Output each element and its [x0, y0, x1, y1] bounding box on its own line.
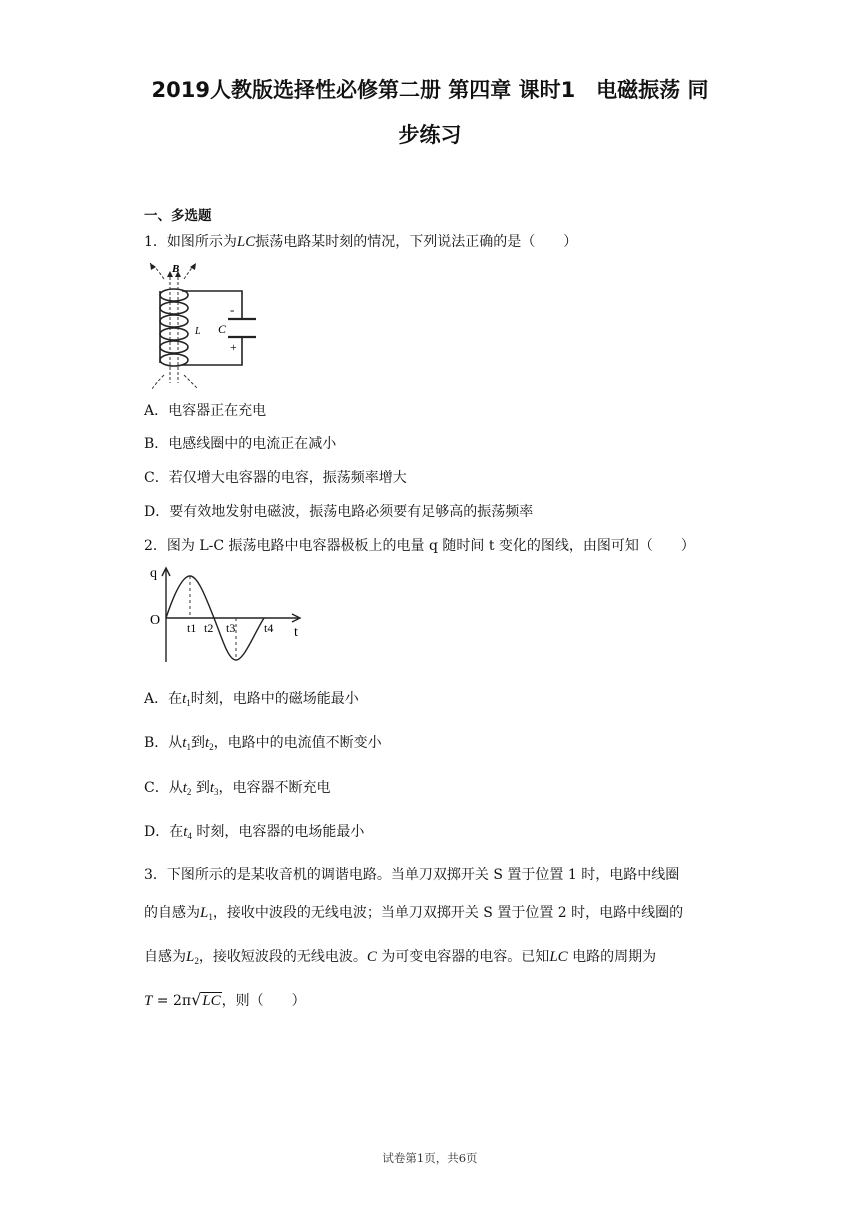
q3-l3-mid: ，接收短波段的无线电波。: [198, 949, 367, 965]
plate-minus-sign: -: [230, 302, 235, 317]
page-title: 2019人教版选择性必修第二册 第四章 课时1 电磁振荡 同: [151, 78, 709, 102]
q1-suffix: 振荡电路某时刻的情况，下列说法正确的是（ ）: [255, 234, 578, 250]
capacitor-label-c: C: [218, 322, 227, 336]
q-axis-label: q: [150, 566, 157, 581]
q3-l3-pre: 自感为: [144, 949, 186, 965]
question-2-stem: 2．图为 L-C 振荡电路中电容器极板上的电量 q 随时间 t 变化的图线，由图可知（ ）: [144, 538, 695, 554]
t3-symbol: $t_3$: [209, 780, 219, 797]
formula-t: T: [144, 993, 153, 1009]
lc-circuit-figure: [148, 263, 260, 389]
q3-l3-mid2: 为可变电容器的电容。已知: [376, 949, 550, 965]
q2-b-text: ，电路中的电流值不断变小: [213, 735, 382, 751]
q2-b-pre: B．从: [144, 735, 183, 751]
q2-c-text: ，电容器不断充电: [218, 780, 331, 796]
q2-c-pre: C．从: [144, 780, 183, 796]
l2-symbol: $L_2$: [186, 949, 199, 966]
q3-l3-post: 电路的周期为: [567, 949, 657, 965]
q1-option-c: C．若仅增大电容器的电容，振荡频率增大: [144, 470, 407, 486]
formula-eq: = 2π: [152, 993, 192, 1009]
field-label-b: B: [172, 263, 180, 275]
q2-option-d: [144, 821, 364, 841]
q1-lc: LC: [236, 234, 256, 250]
formula-lc: LC: [202, 993, 221, 1009]
q2-b-mid: 到: [190, 735, 205, 751]
q3-lc-symbol: LC: [549, 949, 568, 965]
section-heading: 一、多选题: [144, 208, 212, 224]
q3-c-symbol: C: [366, 949, 377, 965]
q1-prefix: 1．如图所示为: [144, 234, 237, 250]
question-3-line-1: 3．下图所示的是某收音机的调谐电路。当单刀双掷开关 S 置于位置 1 时，电路中线圈: [144, 867, 680, 883]
page-title-continued: 步练习: [398, 123, 462, 147]
t4-symbol: $t_4$: [183, 824, 192, 841]
question-3-line-3: [144, 946, 656, 966]
charge-time-graph: [146, 562, 310, 666]
q1-option-d: D．要有效地发射电磁波，振荡电路必须要有足够高的振荡频率: [144, 504, 534, 520]
q2-d-pre: D．在: [144, 824, 184, 840]
q2-option-b: [144, 732, 382, 752]
formula-post: ，则（ ）: [221, 993, 306, 1009]
origin-label: O: [150, 613, 161, 628]
t-axis-label: t: [294, 625, 298, 640]
inductor-label-l: L: [195, 326, 201, 337]
question-3-line-2: [144, 902, 683, 922]
q2-c-mid: 到: [191, 780, 210, 796]
t1-symbol: $t_1$: [182, 735, 191, 752]
q3-l2-post: ，接收中波段的无线电波；当单刀双掷开关 S 置于位置 2 时，电路中线圈的: [212, 905, 684, 921]
plate-plus-sign: +: [230, 340, 237, 354]
q3-l2-pre: 的自感为: [144, 905, 200, 921]
page-footer: 试卷第1页，共6页: [382, 1151, 478, 1165]
q1-option-b: B．电感线圈中的电流正在减小: [144, 436, 337, 452]
t4-label: t4: [264, 621, 274, 635]
q1-option-a: A．电容器正在充电: [144, 403, 267, 419]
q2-d-text: 时刻，电容器的电场能最小: [191, 824, 365, 840]
t2-symbol: $t_2$: [204, 735, 214, 752]
q2-a-text: 时刻，电路中的磁场能最小: [190, 691, 359, 707]
question-3-formula-line: [144, 990, 306, 1010]
t2-symbol: $t_2$: [182, 780, 192, 797]
l1-symbol: $L_1$: [200, 905, 213, 922]
t3-label: t3: [226, 621, 236, 635]
sqrt-sign: √: [191, 990, 202, 1009]
q2-option-a: [144, 688, 359, 708]
t1-label: t1: [187, 621, 197, 635]
t2-label: t2: [204, 621, 214, 635]
q2-option-c: [144, 777, 331, 797]
t1-symbol: $t_1$: [182, 691, 191, 708]
q2-a-pre: A．在: [144, 691, 183, 707]
question-1-stem: [144, 231, 577, 251]
